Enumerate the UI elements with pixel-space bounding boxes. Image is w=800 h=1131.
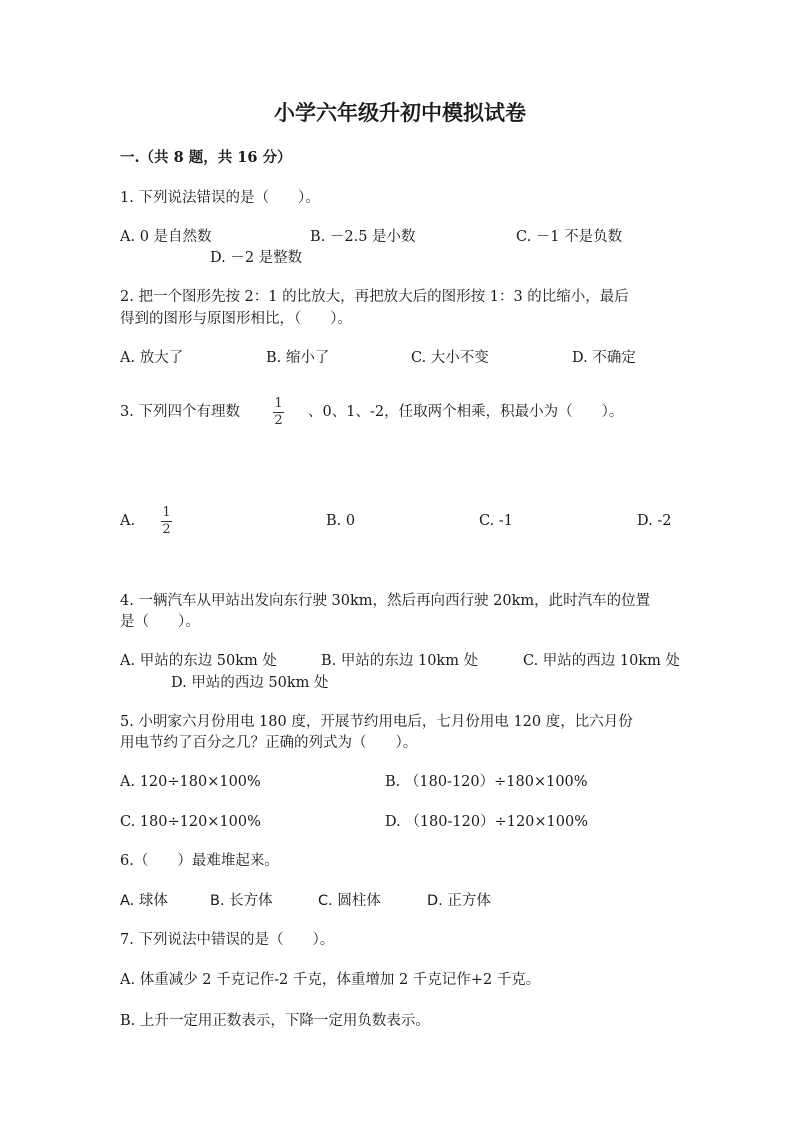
question-5-option-c: C. 180÷120×100% [120, 814, 261, 830]
question-1-option-c: C. －1 不是负数 [516, 229, 623, 245]
question-2-stem-line-1: 2. 把一个图形先按 2：1 的比放大，再把放大后的图形按 1：3 的比缩小，最后 [120, 289, 629, 305]
question-3-option-a-fraction [161, 506, 172, 537]
question-6-option-d: D. 正方体 [427, 893, 491, 909]
question-3-option-d: D. -2 [637, 513, 672, 529]
question-1-option-b: B. －2.5 是小数 [310, 229, 416, 245]
question-4-option-b: B. 甲站的东边 10km 处 [321, 653, 479, 669]
fraction-denominator: 2 [162, 522, 171, 537]
question-1-option-a: A. 0 是自然数 [120, 229, 212, 245]
question-5-option-b: B. （180-120）÷180×100% [385, 774, 588, 790]
question-2-stem-line-2: 得到的图形与原图形相比，（ ）。 [120, 311, 352, 327]
question-5-option-a: A. 120÷180×100% [120, 774, 261, 790]
fraction-denominator: 2 [274, 413, 283, 428]
question-2-option-b: B. 缩小了 [266, 350, 330, 366]
question-7-stem: 7. 下列说法中错误的是（ ）。 [120, 932, 335, 948]
question-1-option-d: D. －2 是整数 [210, 250, 303, 266]
question-7-option-b: B. 上升一定用正数表示，下降一定用负数表示。 [120, 1013, 430, 1029]
question-6-stem: 6.（ ）最难堆起来。 [120, 853, 279, 869]
page-title: 小学六年级升初中模拟试卷 [274, 100, 526, 125]
question-3-option-a-label: A. [120, 513, 136, 529]
question-4-option-c: C. 甲站的西边 10km 处 [523, 653, 681, 669]
question-5-stem-line-1: 5. 小明家六月份用电 180 度，开展节约用电后，七月份用电 120 度，比六月份 [120, 714, 633, 730]
question-2-option-a: A. 放大了 [120, 350, 184, 366]
question-6-option-a: A. 球体 [120, 893, 168, 909]
question-4-option-a: A. 甲站的东边 50km 处 [120, 653, 277, 669]
question-4-stem-line-1: 4. 一辆汽车从甲站出发向东行驶 30km，然后再向西行驶 20km，此时汽车的位置 [120, 593, 651, 609]
question-3-option-c: C. -1 [479, 513, 513, 529]
question-6-option-b: B. 长方体 [210, 893, 273, 909]
question-3-stem-suffix: 、0、1、-2，任取两个相乘，积最小为（ ）。 [308, 404, 624, 420]
section-heading: 一.（共 8 题，共 16 分） [120, 149, 292, 166]
question-4-option-d: D. 甲站的西边 50km 处 [171, 675, 329, 691]
question-1-stem: 1. 下列说法错误的是（ ）。 [120, 190, 320, 206]
question-3-option-b: B. 0 [326, 513, 356, 529]
question-3-fraction [273, 397, 284, 428]
question-6-option-c: C. 圆柱体 [318, 893, 381, 909]
question-5-option-d: D. （180-120）÷120×100% [385, 814, 589, 830]
question-7-option-a: A. 体重减少 2 千克记作-2 千克，体重增加 2 千克记作+2 千克。 [120, 972, 541, 988]
fraction-numerator: 1 [274, 396, 283, 411]
question-2-option-d: D. 不确定 [572, 350, 636, 366]
question-4-stem-line-2: 是（ ）。 [120, 614, 200, 630]
fraction-numerator: 1 [162, 505, 171, 520]
question-2-option-c: C. 大小不变 [411, 350, 489, 366]
question-5-stem-line-2: 用电节约了百分之几？正确的列式为（ ）。 [120, 735, 418, 751]
question-3-stem-prefix: 3. 下列四个有理数 [120, 404, 240, 420]
